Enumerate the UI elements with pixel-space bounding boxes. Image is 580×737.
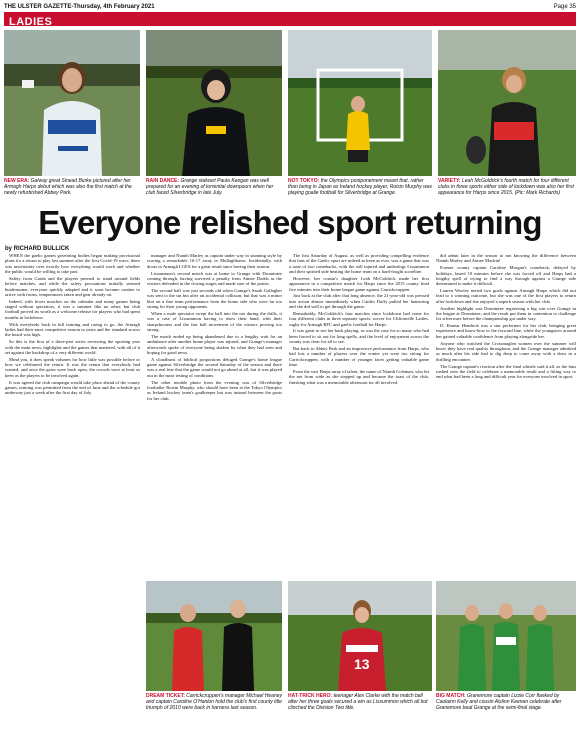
- page-number: Page 35: [553, 4, 576, 10]
- article-column-4: [436, 253, 576, 578]
- paragraph: Remarkably, McGoldrick's four matches since lockdown had come for four different clubs in three separate sports: soccer for Cliftonville Ladies, rugby for Armagh RFC and gaelic football for Harps.: [289, 310, 429, 327]
- paragraph: The second half was just seconds old when Grange's Sarah Gallagher was sent to the sin bin after an accidental collision, but that was a minor blot on a fine team performance from the home side who were far too strong for their young opponents.: [147, 288, 282, 310]
- caption-new-era: [4, 178, 140, 196]
- article-column-2: [147, 253, 282, 578]
- paragraph: Former county captain Caroline Morgan's comeback, delayed by holidays, lasted 10 minutes before she was forced off and Harps had a lengthy spell of trying to find a way through against a Grange side determined to make it difficult.: [436, 265, 576, 287]
- article-column-3: [289, 253, 429, 578]
- caption-not-tokyo: [288, 178, 432, 196]
- caption-text: Galway great Sinead Burke pictured after her Armagh Harps debut which was also the first match at the newly refurbished Abbey Park.: [4, 178, 132, 196]
- paragraph: Lissummon's second match was at home to Grange with Dromintee coming through, having survived a penalty from Aimee Dodds as the visitors defended in the closing stages and made sure of the points.: [147, 270, 282, 287]
- photo-big-match: [436, 581, 576, 691]
- caption-lead: NOT TOKYO:: [288, 178, 320, 184]
- photo-dream-ticket: [146, 581, 282, 691]
- photo-not-tokyo: [288, 30, 432, 176]
- paragraph: The first Saturday of August, as well as providing compelling evidence that fans of the Gaelic sport are indeed as keen as ever, was a game that was a taste of two comebacks, with the still injured and underdogs Lissummon and their spirited side beating the home team on a hard-fought scoreline.: [289, 253, 429, 275]
- paragraph: Safety from Garda and the players pressed to stand around fields before matches, and while the safety precautions initially seemed burdensome, everyone quickly adapted and it soon became routine to arrive with forms, temperatures taken and gear already on.: [5, 275, 140, 297]
- photo-rain-dance: [146, 30, 282, 176]
- paragraph: Indeed, with fewer matches on the calendar and many games being staged without spectators, it was a summer like no other, but club football proved its worth as a welcome release for players who had spent months in lockdown.: [5, 298, 140, 320]
- section-banner: [4, 12, 576, 26]
- paragraph: From the vast Harps array of talent, the name of Niamh Coleman, who hit the net from wide as she stepped up and became the toast of the club, finishing what was a memorable afternoon for all involved.: [289, 368, 429, 385]
- section-title: LADIES: [9, 16, 53, 28]
- caption-lead: DREAM TICKET:: [146, 693, 185, 699]
- caption-big-match: [436, 693, 576, 711]
- caption-lead: RAIN DANCE:: [146, 178, 180, 184]
- paragraph: Just back at the club after that long absence, the 21-year-old was pressed into action almost immediately when Caitlin Duffy pulled her hamstring and she did well to get through the game.: [289, 293, 429, 310]
- caption-lead: NEW ERA:: [4, 178, 30, 184]
- photo-hat-trick-hero: [288, 581, 432, 691]
- caption-hat-trick-hero: [288, 693, 432, 711]
- paper-dateline: THE ULSTER GAZETTE-Thursday, 4th February 2021: [4, 4, 155, 10]
- caption-text: the Olympics postponement meant that, rather than being in Japan as Ireland hockey player, Roisin Murphy was playing goalie football for Silverbridge at Grange.: [288, 178, 432, 196]
- article-column-1: [5, 253, 140, 578]
- paragraph: But back to Abbey Park and an impressive performance from Harps, who had lost a number of players over the winter yet were too strong for Carrickcruppen, with a number of younger faces getting valuable game time.: [289, 346, 429, 368]
- paragraph: Another highlight was Dromintee registering a big win over Grange in the league at Dromintee, and the result put them in contention to challenge for silverware before the championship got under way.: [436, 305, 576, 322]
- paragraph: Lauren Wooley netted two goals against Armagh Harps which did not lead to a winning outcome, but she was one of the first players to return after lockdown and she enjoyed a superb season with her club.: [436, 288, 576, 304]
- caption-rain-dance: [146, 178, 282, 196]
- caption-lead: BIG MATCH:: [436, 693, 466, 699]
- caption-text: Leah McGoldrick's fourth match for four different clubs in three sports either side of lockdown was also her first appearance for Harps since 2015. (Pic: Mark Richards): [438, 178, 574, 196]
- caption-lead: HAT-TRICK HERO:: [288, 693, 333, 699]
- jersey-number: 13: [354, 656, 370, 672]
- paragraph: The match ended up being abandoned due to a lengthy wait for an ambulance after another home player was injured, and Grange's manager afterwards spoke of everyone being shaken by what they had seen and hoping for good news.: [147, 333, 282, 355]
- paragraph: However, her cousin's daughter Leah McGoldrick made her first appearance in a competitive match for Harps since the 2015 county final five minutes into their home league game against Carrickcruppen.: [289, 275, 429, 292]
- paragraph: manager and Niamh Marley as captain under way in stunning style by scoring a remarkable 16-17 away to Mullaghbawn. Incidentally, with doors to Armagh LGFA for a great result since having their season.: [147, 253, 282, 269]
- paragraph: Anyone who watched the Crossmaglen women over the summer will know they have real quality throughout, and the Grange manager admitted as much after his side had to dig deep to come away with a draw in a thrilling encounter.: [436, 340, 576, 362]
- paragraph: With everybody back in full training and raring to go, the Armagh ladies had their most competitive season in years and the standard across the board was high.: [5, 321, 140, 338]
- photo-new-era: [4, 30, 140, 176]
- caption-text: teenager Alex Clarke with the match ball after her three goals secured a win as Lissummon which all but clinched the Division Two title.: [288, 693, 428, 711]
- caption-dream-ticket: [146, 693, 282, 711]
- paragraph: WHEN the gaelic games governing bodies began making provisional plans for a return to play last summer after the first Covid-19 wave, there was uncertainty over exactly how everything would work and whether the public would be willing to take part.: [5, 253, 140, 275]
- paragraph: The other notable photo from the evening was of Silverbridge footballer Roisin Murphy, who should have been at the Tokyo Olympics as Ireland hockey team's goalkeeper but was instead between the posts for her club.: [147, 379, 282, 401]
- paragraph: It was agreed the club campaign would take place ahead of the county games, training was permitted from the end of June and the schedule got underway just a week after the first day of July.: [5, 379, 140, 396]
- paragraph: A cloudburst of biblical proportions deluged Grange's home league game against Silverbridge the second Saturday of the season and there was a real fear that the game would not go ahead at all, but it was played out in the most testing of conditions.: [147, 356, 282, 378]
- paragraph: So this is the first of a three-part series reviewing the sporting year with the main news, highlights and the games that mattered, with all of it set against the backdrop of a very different world.: [5, 339, 140, 355]
- paragraph: Mind you, it does speak volumes for how little was possible before or how we celebrated the return. It was the return that everybody had wanted, and once the gates were back open, the crowds were at least as keen as the players to be involved again.: [5, 356, 140, 378]
- caption-variety: [438, 178, 576, 196]
- photo-variety: [438, 30, 576, 176]
- caption-lead: VARIETY:: [438, 178, 461, 184]
- paragraph: did admit later in the season to not knowing the difference between Niamh Marley and Aimee Mackin!: [436, 253, 576, 264]
- page-header: [4, 2, 576, 12]
- paragraph: D. Eimear Hendrick was a star performer for her club, bringing great experience and know-how to the forward line, while the youngsters around her gained valuable confidence from playing alongside her.: [436, 323, 576, 339]
- paragraph: When a male spectator swept the ball into the net during the drills, it was a case of Lissummon having to show their hand, with their sharpshooters and the fast ball movement of the visitors proving too strong.: [147, 310, 282, 332]
- caption-text: Carrickcruppen's manager Michael Heaney and captain Caroline O'Hanlon hold the club's first county title triumph of 2010 were back in harness last season.: [146, 693, 283, 711]
- paragraph: It was great to see her back playing, as was the case for so many who had been forced to sit out for long spells, and the level of enjoyment across the county was clear for all to see.: [289, 328, 429, 345]
- paragraph: The Grange captain's reaction after the final whistle said it all, as the fans rushed onto the field to celebrate a memorable result and a fitting way to end what had been a long and difficult year for everyone involved in sport.: [436, 363, 576, 380]
- caption-text: Grange stalwart Paula Keegan was well prepared for an evening of torrential downpours when her club faced Silverbridge in late July.: [146, 178, 274, 196]
- byline: by RICHARD BULLICK: [5, 246, 70, 252]
- caption-text: Granemore captain Lizzie Corr flanked by Caolainn Kelly and cousin Aislinn Keenan celebrate after Granemore beat Grange at the semi-final stage.: [436, 693, 562, 711]
- headline: Everyone relished sport returning: [38, 204, 542, 241]
